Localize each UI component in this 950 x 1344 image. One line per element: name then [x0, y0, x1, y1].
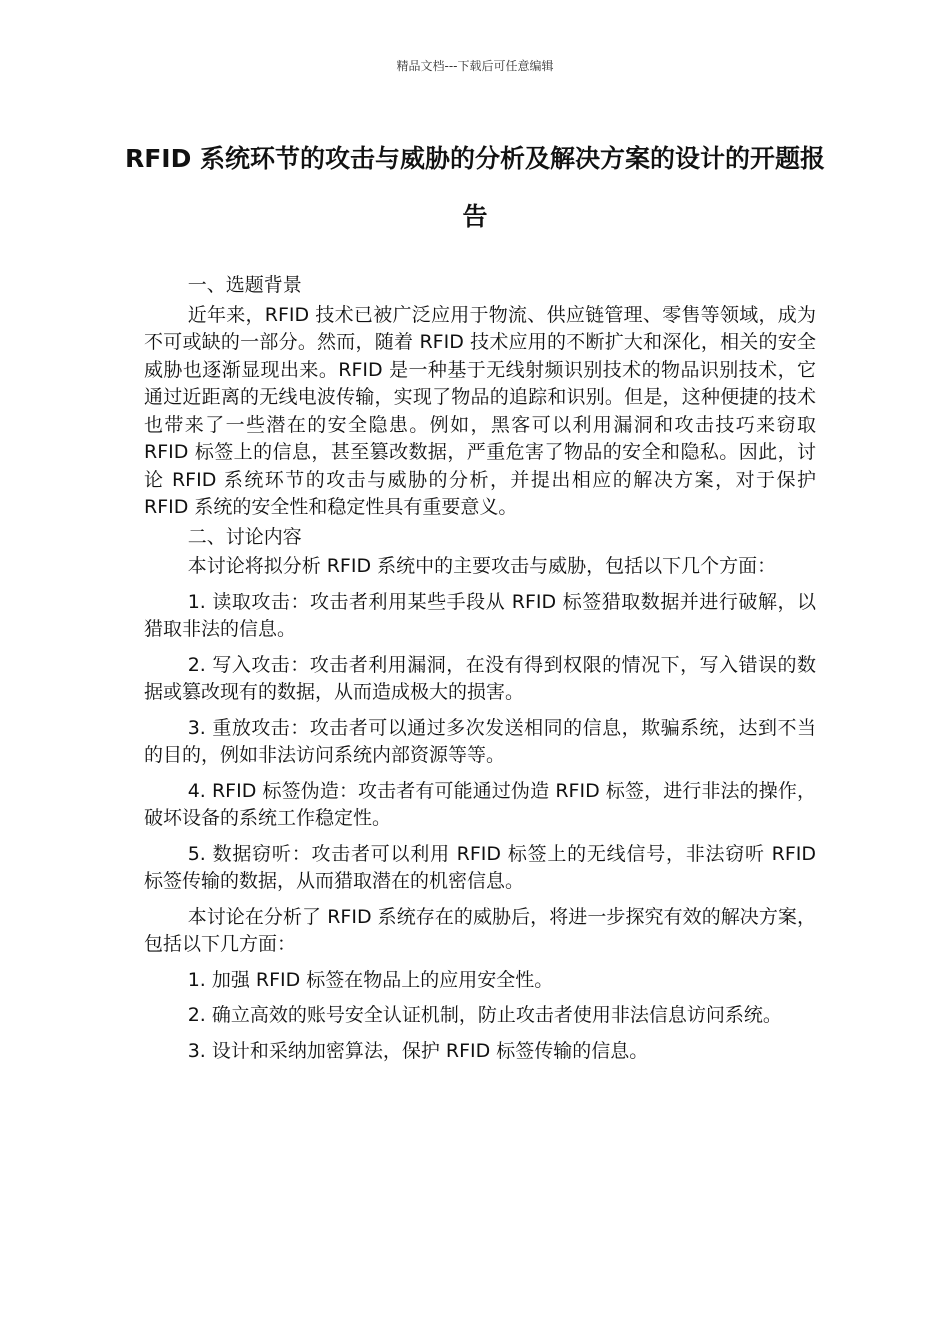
document-title: RFID 系统环节的攻击与威胁的分析及解决方案的设计的开题报告	[124, 144, 826, 231]
list-item-attack-2: 2. 写入攻击：攻击者利用漏洞，在没有得到权限的情况下，写入错误的数据或篡改现有的数据，从而造成极大的损害。	[144, 653, 816, 703]
page-header-note: 精品文档---下载后可任意编辑	[396, 59, 554, 73]
list-item-attack-3: 3. 重放攻击：攻击者可以通过多次发送相同的信息，欺骗系统，达到不当的目的，例如非法访问系统内部资源等等。	[144, 716, 816, 766]
list-item-solution-1: 1. 加强 RFID 标签在物品上的应用安全性。	[187, 968, 554, 991]
document-body	[144, 272, 816, 1073]
paragraph-discussion-intro: 本讨论将拟分析 RFID 系统中的主要攻击与威胁，包括以下几个方面：	[187, 555, 777, 577]
paragraph-background: 近年来，RFID 技术已被广泛应用于物流、供应链管理、零售等领域，成为不可或缺的一部分。然而，随着 RFID 技术应用的不断扩大和深化，相关的安全威胁也逐渐显现出来。RFID 是一种基于无线射频识别技术的物品识别技术，它通过近距离的无线电波传输，实现了物品的追踪和识别。但是，这种便捷的技术也带来了一些潜在的安全隐患。例如，黑客可以利用漏洞和攻击技巧来窃取 RFID 标签上的信息，甚至篡改数据，严重危害了物品的安全和隐私。因此，讨论 RFID 系统环节的攻击与威胁的分析，并提出相应的解决方案，对于保护 RFID 系统的安全性和稳定性具有重要意义。	[144, 303, 816, 518]
list-item-attack-4: 4. RFID 标签伪造：攻击者有可能通过伪造 RFID 标签，进行非法的操作，破坏设备的系统工作稳定性。	[144, 779, 816, 829]
list-item-attack-5: 5. 数据窃听：攻击者可以利用 RFID 标签上的无线信号，非法窃听 RFID 标签传输的数据，从而猎取潜在的机密信息。	[144, 842, 816, 892]
list-item-solution-2: 2. 确立高效的账号安全认证机制，防止攻击者使用非法信息访问系统。	[187, 1004, 782, 1026]
section-heading-background: 一、选题背景	[187, 274, 302, 296]
paragraph-solution-intro: 本讨论在分析了 RFID 系统存在的威胁后，将进一步探究有效的解决方案，包括以下几方面：	[144, 905, 816, 955]
list-item-solution-3: 3. 设计和采纳加密算法，保护 RFID 标签传输的信息。	[187, 1039, 649, 1062]
section-heading-discussion: 二、讨论内容	[187, 525, 302, 548]
list-item-attack-1: 1. 读取攻击：攻击者利用某些手段从 RFID 标签猎取数据并进行破解，以猎取非法的信息。	[144, 590, 816, 640]
